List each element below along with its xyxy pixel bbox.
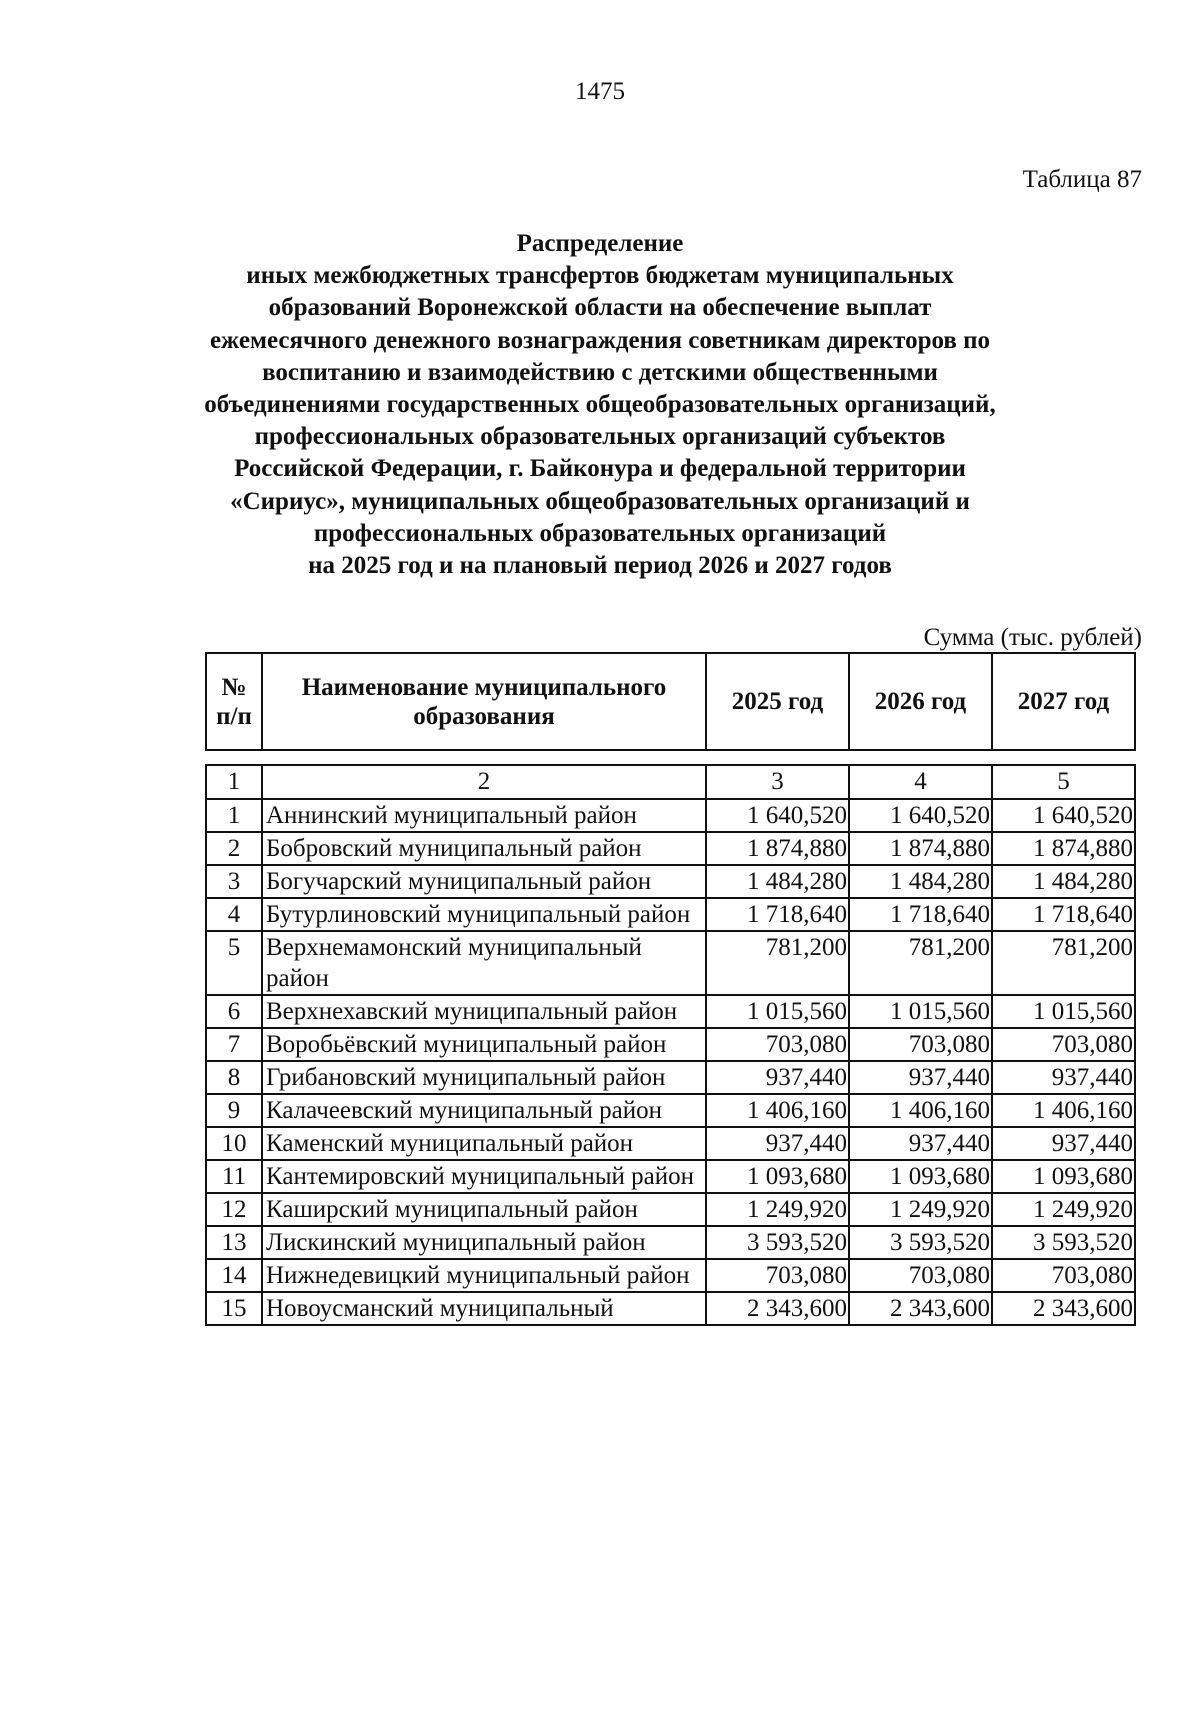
row-number: 6: [206, 995, 262, 1028]
title-line: ежемесячного денежного вознаграждения советникам директоров по: [209, 326, 991, 354]
value-2026: 703,080: [849, 1259, 992, 1292]
header-num-line2: п/п: [216, 702, 252, 730]
value-2027: 1 484,280: [992, 865, 1135, 898]
row-number: 15: [206, 1292, 262, 1325]
table-row: [206, 995, 1135, 1028]
municipality-name: Верхнехавский муниципальный район: [262, 995, 706, 1028]
row-number: 2: [206, 832, 262, 865]
value-2025: 2 343,600: [706, 1292, 849, 1325]
municipality-name: Аннинский муниципальный район: [262, 799, 706, 832]
municipality-name: Бобровский муниципальный район: [262, 832, 706, 865]
value-2026: 1 718,640: [849, 898, 992, 931]
table-row: [206, 1160, 1135, 1193]
table-header: [205, 652, 1136, 751]
row-number: 10: [206, 1127, 262, 1160]
value-2026: 781,200: [849, 931, 992, 995]
column-number-row: [206, 765, 1135, 799]
value-2027: 1 640,520: [992, 799, 1135, 832]
data-table: [205, 798, 1136, 1326]
table-row: [206, 865, 1135, 898]
value-2025: 1 640,520: [706, 799, 849, 832]
municipality-name: Грибановский муниципальный район: [262, 1061, 706, 1094]
value-2025: 1 718,640: [706, 898, 849, 931]
value-2027: 1 406,160: [992, 1094, 1135, 1127]
table-row: [206, 1193, 1135, 1226]
row-number: 1: [206, 799, 262, 832]
title-line: объединениями государственных общеобразовательных организаций,: [204, 391, 996, 419]
municipality-name: Лискинский муниципальный район: [262, 1226, 706, 1259]
table-row: [206, 1292, 1135, 1325]
title-line: профессиональных образовательных организаций субъектов: [254, 423, 946, 451]
value-2025: 1 093,680: [706, 1160, 849, 1193]
header-num-line1: №: [221, 673, 247, 701]
value-2026: 1 874,880: [849, 832, 992, 865]
value-2026: 1 093,680: [849, 1160, 992, 1193]
value-2027: 781,200: [992, 931, 1135, 995]
value-2026: 937,440: [849, 1061, 992, 1094]
column-number: 1: [206, 765, 262, 799]
header-row: [206, 653, 1135, 750]
municipality-name: Калачеевский муниципальный район: [262, 1094, 706, 1127]
value-2027: 3 593,520: [992, 1226, 1135, 1259]
table-row: [206, 1127, 1135, 1160]
row-number: 7: [206, 1028, 262, 1061]
value-2025: 1 249,920: [706, 1193, 849, 1226]
table-row: [206, 898, 1135, 931]
table-row: [206, 1061, 1135, 1094]
table-row: [206, 931, 1135, 995]
column-numbering: [205, 764, 1136, 800]
value-2027: 2 343,600: [992, 1292, 1135, 1325]
value-2025: 703,080: [706, 1028, 849, 1061]
table-row: [206, 1028, 1135, 1061]
value-2025: 3 593,520: [706, 1226, 849, 1259]
header-2026: 2026 год: [849, 653, 992, 750]
title-line: на 2025 год и на плановый период 2026 и 2027 годов: [308, 552, 892, 580]
value-2027: 1 093,680: [992, 1160, 1135, 1193]
value-2027: 1 718,640: [992, 898, 1135, 931]
municipality-name: Кантемировский муниципальный район: [262, 1160, 706, 1193]
value-2027: 937,440: [992, 1127, 1135, 1160]
value-2025: 1 406,160: [706, 1094, 849, 1127]
municipality-name: Каменский муниципальный район: [262, 1127, 706, 1160]
column-number: 4: [849, 765, 992, 799]
row-number: 11: [206, 1160, 262, 1193]
value-2026: 1 406,160: [849, 1094, 992, 1127]
row-number: 12: [206, 1193, 262, 1226]
value-2025: 937,440: [706, 1061, 849, 1094]
page-number: 1475: [575, 78, 625, 105]
title-line: воспитанию и взаимодействию с детскими общественными: [262, 358, 938, 386]
header-name: Наименование муниципального образования: [262, 653, 706, 750]
title-line: профессиональных образовательных организаций: [313, 519, 887, 547]
value-2026: 1 015,560: [849, 995, 992, 1028]
header-2025: 2025 год: [706, 653, 849, 750]
value-2026: 937,440: [849, 1127, 992, 1160]
value-2025: 937,440: [706, 1127, 849, 1160]
value-2027: 937,440: [992, 1061, 1135, 1094]
column-number: 3: [706, 765, 849, 799]
row-number: 4: [206, 898, 262, 931]
value-2026: 703,080: [849, 1028, 992, 1061]
value-2027: 1 015,560: [992, 995, 1135, 1028]
value-2026: 1 484,280: [849, 865, 992, 898]
value-2027: 1 249,920: [992, 1193, 1135, 1226]
value-2025: 1 484,280: [706, 865, 849, 898]
table-row: [206, 1094, 1135, 1127]
value-2026: 3 593,520: [849, 1226, 992, 1259]
value-2025: 703,080: [706, 1259, 849, 1292]
title-line: «Сириус», муниципальных общеобразовательных организаций и: [230, 487, 970, 515]
row-number: 3: [206, 865, 262, 898]
value-2027: 703,080: [992, 1259, 1135, 1292]
value-2025: 1 874,880: [706, 832, 849, 865]
value-2026: 1 640,520: [849, 799, 992, 832]
title-line: образований Воронежской области на обеспечение выплат: [268, 294, 932, 322]
municipality-name: Бутурлиновский муниципальный район: [262, 898, 706, 931]
table-row: [206, 1226, 1135, 1259]
row-number: 8: [206, 1061, 262, 1094]
document-title: [150, 228, 1050, 582]
row-number: 5: [206, 931, 262, 995]
municipality-name: Воробьёвский муниципальный район: [262, 1028, 706, 1061]
title-line: Распределение: [516, 230, 684, 257]
municipality-name: Верхнемамонский муниципальный район: [262, 931, 706, 995]
value-2026: 1 249,920: [849, 1193, 992, 1226]
value-2027: 1 874,880: [992, 832, 1135, 865]
value-2025: 781,200: [706, 931, 849, 995]
municipality-name: Нижнедевицкий муниципальный район: [262, 1259, 706, 1292]
table-label: Таблица 87: [1022, 166, 1142, 193]
title-line: Российской Федерации, г. Байконура и федеральной территории: [234, 455, 966, 483]
title-line: иных межбюджетных трансфертов бюджетам муниципальных: [246, 262, 954, 290]
units-label: Сумма (тыс. рублей): [923, 624, 1142, 651]
row-number: 13: [206, 1226, 262, 1259]
table-row: [206, 832, 1135, 865]
municipality-name: Каширский муниципальный район: [262, 1193, 706, 1226]
table-row: [206, 1259, 1135, 1292]
header-num: [206, 653, 262, 750]
row-number: 9: [206, 1094, 262, 1127]
municipality-name: Новоусманский муниципальный: [262, 1292, 706, 1325]
table-row: [206, 799, 1135, 832]
value-2026: 2 343,600: [849, 1292, 992, 1325]
row-number: 14: [206, 1259, 262, 1292]
value-2025: 1 015,560: [706, 995, 849, 1028]
value-2027: 703,080: [992, 1028, 1135, 1061]
column-number: 2: [262, 765, 706, 799]
column-number: 5: [992, 765, 1135, 799]
header-2027: 2027 год: [992, 653, 1135, 750]
municipality-name: Богучарский муниципальный район: [262, 865, 706, 898]
